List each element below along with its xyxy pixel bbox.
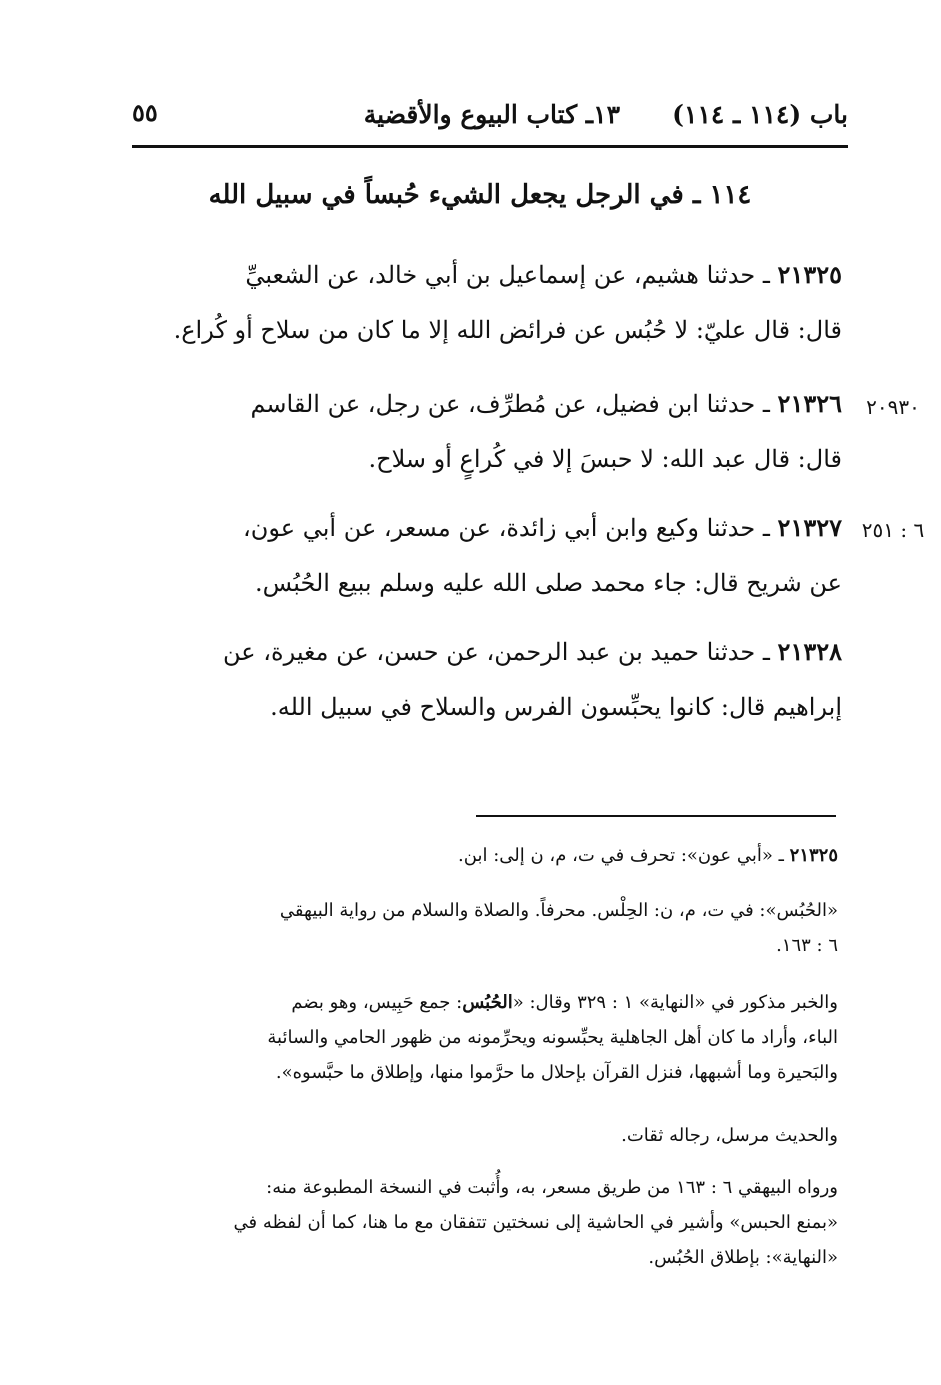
- header-rule: [132, 145, 848, 148]
- hadith-line: [128, 500, 842, 556]
- footnote-number: ٢١٣٢٥: [789, 845, 838, 866]
- footnote-text: : جمع حَبِيس، وهو بضم: [291, 992, 463, 1013]
- footnote-text: ـ «أبي عون»: تحرف في ت، م، ن إلى: ابن.: [458, 845, 784, 866]
- hadith-block: [128, 376, 842, 487]
- hadith-line: إبراهيم قال: كانوا يحبِّسون الفرس والسلاح في سبيل الله.: [270, 693, 842, 721]
- footnote-paragraph: [128, 1170, 838, 1275]
- header-chapter: باب (١١٤ ـ ١١٤): [672, 100, 848, 129]
- hadith-line: [128, 624, 842, 680]
- hadith-text: ـ حدثنا وكيع وابن أبي زائدة، عن مسعر، عن أبي عون،: [243, 514, 770, 542]
- footnote-separator: [476, 815, 836, 817]
- hadith-text: ـ حدثنا ابن فضيل، عن مُطرِّف، عن رجل، عن القاسم: [250, 390, 770, 418]
- cross-reference: ٢٠٩٣٠: [866, 395, 920, 419]
- cross-reference: ٦ : ٢٥١: [861, 518, 925, 542]
- footnote-line: ورواه البيهقي ٦ : ١٦٣ من طريق مسعر، به، وأُثبت في النسخة المطبوعة منه:: [266, 1177, 838, 1198]
- hadith-line: قال: قال عبد الله: لا حبسَ إلا في كُراعٍ أو سلاح.: [368, 445, 842, 473]
- hadith-line: عن شريح قال: جاء محمد صلى الله عليه وسلم ببيع الحُبُس.: [255, 569, 842, 597]
- footnote-text: والخبر مذكور في «النهاية» ١ : ٣٢٩ وقال: «: [512, 992, 838, 1013]
- hadith-line: قال: قال عليّ: لا حُبُس عن فرائض الله إلا ما كان من سلاح أو كُراع.: [173, 316, 842, 344]
- hadith-text: ـ حدثنا حميد بن عبد الرحمن، عن حسن، عن مغيرة، عن: [223, 638, 770, 666]
- footnote-line: والحديث مرسل، رجاله ثقات.: [621, 1125, 838, 1146]
- footnote-paragraph: [128, 1118, 838, 1153]
- header-book-title: ١٣ـ كتاب البيوع والأقضية: [363, 100, 620, 129]
- chapter-title: ١١٤ ـ في الرجل يجعل الشيء حُبساً في سبيل الله: [208, 180, 752, 210]
- footnote-paragraph: [128, 985, 838, 1090]
- footnote-paragraph: [128, 838, 838, 873]
- footnote-line: «النهاية»: بإطلاق الحُبُس.: [648, 1247, 838, 1268]
- footnote-line: والبَحيرة وما أشبهها، فنزل القرآن بإحلال ما حرَّموا منها، وإطلاق ما حبَّسوه».: [275, 1062, 838, 1083]
- footnote-line: «بمنع الحبس» وأشير في الحاشية إلى نسختين تتفقان مع ما هنا، كما أن لفظه في: [233, 1212, 838, 1233]
- running-header: [132, 96, 848, 140]
- footnote-term: الحُبُس: [462, 992, 513, 1013]
- footnote-line: [128, 985, 838, 1020]
- hadith-line: [128, 376, 842, 432]
- hadith-block: [128, 624, 842, 735]
- hadith-block: [128, 247, 842, 358]
- page-number: ٥٥: [132, 98, 158, 127]
- footnote-line: ٦ : ١٦٣.: [776, 935, 838, 956]
- hadith-line: [128, 247, 842, 303]
- footnote-line: «الحُبُس»: في ت، م، ن: الحِلْس. محرفاً. والصلاة والسلام من رواية البيهقي: [279, 900, 838, 921]
- hadith-block: [128, 500, 842, 611]
- hadith-number: ٢١٣٢٦: [777, 389, 842, 418]
- footnote-line: الباء، وأراد ما كان أهل الجاهلية يحبِّسونه ويحرِّمونه من ظهور الحامي والسائبة: [267, 1027, 838, 1048]
- footnote-paragraph: [128, 893, 838, 963]
- hadith-number: ٢١٣٢٧: [777, 513, 842, 542]
- hadith-number: ٢١٣٢٥: [777, 260, 842, 289]
- hadith-number: ٢١٣٢٨: [777, 637, 842, 666]
- hadith-text: ـ حدثنا هشيم، عن إسماعيل بن أبي خالد، عن الشعبيِّ: [245, 261, 770, 289]
- footnote-line: [128, 838, 838, 873]
